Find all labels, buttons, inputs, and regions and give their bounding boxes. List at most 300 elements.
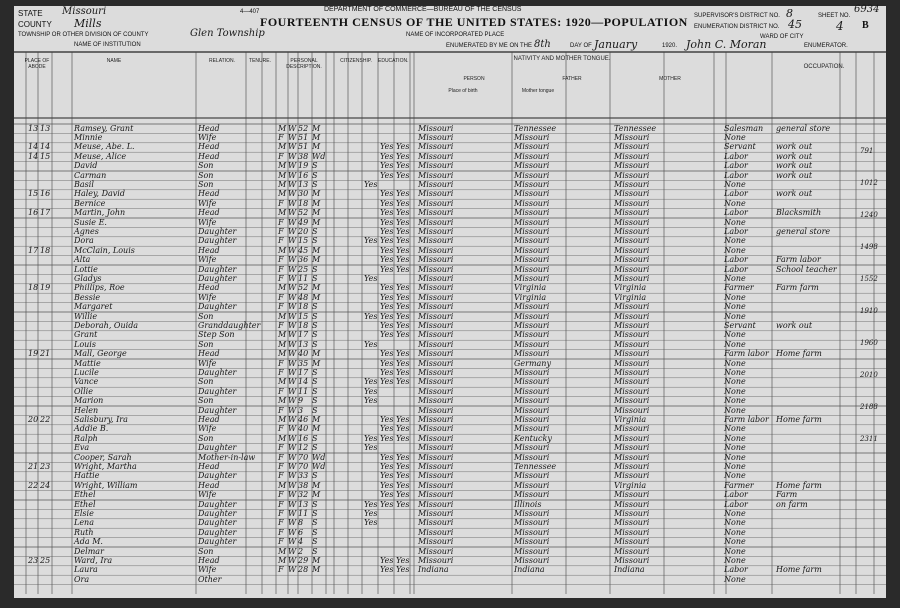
cell-age: 29 [298, 555, 309, 565]
cell-dwell: 14 [28, 151, 39, 161]
cell-name: Wright, Martha [74, 461, 137, 471]
cell-dwell: 14 [28, 142, 39, 152]
cell-name: Dora [74, 236, 94, 246]
cell-rel: Son [198, 433, 214, 443]
cell-occ: None [724, 574, 746, 584]
cell-age: 48 [298, 292, 309, 302]
cell-write: Yes [396, 358, 410, 368]
cell-birth: Missouri [418, 555, 454, 565]
cell-fam: 24 [40, 480, 51, 490]
cell-rel: Step Son [198, 330, 235, 340]
section-education: EDUCATION. [378, 58, 409, 64]
cell-race: W [288, 161, 297, 171]
cell-ms: S [312, 161, 318, 171]
cell-occ: None [724, 367, 746, 377]
cell-name: Susie E. [74, 217, 107, 227]
cell-birth: Missouri [418, 236, 454, 246]
cell-ms: S [312, 527, 318, 537]
cell-age: 19 [298, 161, 309, 171]
cell-birth: Missouri [418, 198, 454, 208]
cell-write: Yes [396, 480, 410, 490]
cell-name: Ruth [74, 527, 94, 537]
cell-rel: Daughter [198, 508, 237, 518]
cell-write: Yes [396, 490, 410, 500]
cell-race: W [288, 283, 297, 293]
cell-ind: work out [776, 170, 813, 180]
cell-name: Grant [74, 330, 98, 340]
cell-write: Yes [396, 236, 410, 246]
cell-birth: Missouri [418, 292, 454, 302]
cell-fam: 13 [40, 123, 51, 133]
cell-sex: F [278, 471, 284, 481]
cell-occ: None [724, 537, 746, 547]
cell-read: Yes [380, 264, 394, 274]
cell-fbirth: Missouri [514, 217, 550, 227]
cell-rel: Daughter [198, 367, 237, 377]
form-code: 4—407 [240, 9, 260, 15]
cell-name: Mattie [74, 358, 101, 368]
cell-birth: Missouri [418, 217, 454, 227]
cell-birth: Missouri [418, 433, 454, 443]
cell-sex: F [278, 226, 284, 236]
cell-occ: None [724, 527, 746, 537]
cell-sex: M [278, 283, 287, 293]
cell-occ: None [724, 508, 746, 518]
cell-sex: F [278, 499, 284, 509]
cell-ms: S [312, 499, 318, 509]
cell-age: 16 [298, 170, 309, 180]
cell-occ: None [724, 555, 746, 565]
year-label: 1920. [662, 43, 678, 49]
cell-race: W [288, 236, 297, 246]
cell-fbirth: Illinois [514, 499, 542, 509]
cell-ind: Home farm [776, 349, 822, 359]
cell-name: Alta [74, 255, 91, 265]
cell-fbirth: Missouri [514, 311, 550, 321]
cell-age: 38 [298, 480, 309, 490]
cell-race: W [288, 546, 297, 556]
cell-name: Ora [74, 574, 90, 584]
cell-write: Yes [396, 189, 410, 199]
cell-mbirth: Missouri [614, 518, 650, 528]
cell-ind: work out [776, 151, 813, 161]
cell-age: 20 [298, 226, 309, 236]
cell-age: 11 [298, 273, 309, 283]
cell-ms: S [312, 508, 318, 518]
cell-occ: None [724, 358, 746, 368]
cell-name: Ward, Ira [74, 555, 113, 565]
cell-race: W [288, 273, 297, 283]
cell-dwell: 23 [28, 555, 39, 565]
cell-occ: None [724, 518, 746, 528]
cell-fbirth: Missouri [514, 537, 550, 547]
cell-fbirth: Missouri [514, 367, 550, 377]
cell-sex: F [278, 292, 284, 302]
cell-birth: Missouri [418, 424, 454, 434]
cell-mbirth: Missouri [614, 349, 650, 359]
cell-occ: None [724, 339, 746, 349]
cell-ms: S [312, 311, 318, 321]
cell-rel: Head [198, 414, 220, 424]
cell-dwell: 18 [28, 283, 39, 293]
cell-race: W [288, 132, 297, 142]
cell-occ: Labor [724, 208, 748, 218]
cell-write: Yes [396, 283, 410, 293]
cell-name: Marion [74, 396, 104, 406]
cell-ms: Wd [312, 452, 326, 462]
cell-age: 70 [298, 452, 309, 462]
cell-school: Yes [364, 311, 378, 321]
cell-birth: Missouri [418, 189, 454, 199]
cell-rel: Head [198, 123, 220, 133]
cell-write: Yes [396, 245, 410, 255]
cell-mbirth: Missouri [614, 396, 650, 406]
cell-fbirth: Missouri [514, 518, 550, 528]
cell-ind: Blacksmith [776, 208, 822, 218]
cell-race: W [288, 123, 297, 133]
cell-fbirth: Missouri [514, 377, 550, 387]
cell-fbirth: Tennessee [514, 461, 557, 471]
cell-ind: work out [776, 142, 813, 152]
cell-race: W [288, 320, 297, 330]
cell-birth: Missouri [418, 161, 454, 171]
section-nativity: NATIVITY AND MOTHER TONGUE. [513, 56, 611, 62]
cell-sex: F [278, 452, 284, 462]
cell-birth: Missouri [418, 405, 454, 415]
cell-birth: Missouri [418, 490, 454, 500]
cell-birth: Missouri [418, 255, 454, 265]
cell-rel: Head [198, 461, 220, 471]
cell-birth: Missouri [418, 123, 454, 133]
cell-rel: Daughter [198, 527, 237, 537]
cell-rel: Wife [198, 292, 217, 302]
cell-dwell: 22 [28, 480, 39, 490]
cell-ms: M [312, 189, 321, 199]
cell-mbirth: Missouri [614, 471, 650, 481]
cell-race: W [288, 518, 297, 528]
cell-write: Yes [396, 461, 410, 471]
cell-birth: Missouri [418, 443, 454, 453]
cell-age: 49 [298, 217, 309, 227]
cell-write: Yes [396, 320, 410, 330]
cell-sex: F [278, 490, 284, 500]
cell-mbirth: Missouri [614, 217, 650, 227]
cell-read: Yes [380, 433, 394, 443]
cell-sex: F [278, 151, 284, 161]
cell-read: Yes [380, 555, 394, 565]
cell-race: W [288, 255, 297, 265]
cell-fbirth: Missouri [514, 236, 550, 246]
cell-fbirth: Missouri [514, 132, 550, 142]
cell-fbirth: Missouri [514, 302, 550, 312]
cell-occ: Labor [724, 264, 748, 274]
cell-name: Vance [74, 377, 99, 387]
cell-name: Martin, John [74, 208, 126, 218]
pob-person: Place of birth [448, 88, 478, 94]
cell-name: Bernice [74, 198, 106, 208]
cell-name: Cooper, Sarah [74, 452, 132, 462]
section-personal: PERSONAL DESCRIPTION. [286, 58, 322, 70]
cell-occ: Labor [724, 565, 748, 575]
cell-mbirth: Missouri [614, 367, 650, 377]
cell-occ: Farmer [724, 283, 754, 293]
cell-birth: Missouri [418, 320, 454, 330]
cell-age: 46 [298, 414, 309, 424]
cell-name: Lottie [74, 264, 98, 274]
cell-age: 17 [298, 330, 309, 340]
cell-ms: S [312, 264, 318, 274]
cell-school: Yes [364, 508, 378, 518]
cell-dwell: 13 [28, 123, 39, 133]
cell-write: Yes [396, 565, 410, 575]
cell-ms: M [312, 255, 321, 265]
cell-name: Gladys [74, 273, 102, 283]
cell-ms: M [312, 490, 321, 500]
cell-race: W [288, 339, 297, 349]
cell-age: 16 [298, 433, 309, 443]
census-sheet [14, 6, 886, 598]
cell-rel: Head [198, 208, 220, 218]
cell-name: Phillips, Roe [74, 283, 125, 293]
cell-read: Yes [380, 198, 394, 208]
cell-mbirth: Missouri [614, 339, 650, 349]
cell-ind: general store [776, 226, 831, 236]
cell-write: Yes [396, 161, 410, 171]
cell-fbirth: Missouri [514, 273, 550, 283]
cell-rel: Son [198, 311, 214, 321]
cell-race: W [288, 508, 297, 518]
cell-fbirth: Missouri [514, 330, 550, 340]
margin-number: 2188 [860, 403, 878, 411]
cell-fbirth: Missouri [514, 170, 550, 180]
cell-write: Yes [396, 208, 410, 218]
cell-birth: Missouri [418, 414, 454, 424]
cell-occ: None [724, 273, 746, 283]
cell-fbirth: Missouri [514, 198, 550, 208]
cell-school: Yes [364, 339, 378, 349]
cell-name: Deborah, Ouida [74, 320, 139, 330]
cell-name: David [74, 161, 98, 171]
cell-occ: None [724, 386, 746, 396]
cell-write: Yes [396, 198, 410, 208]
cell-birth: Missouri [418, 480, 454, 490]
cell-name: Helen [74, 405, 99, 415]
cell-birth: Indiana [418, 565, 449, 575]
cell-birth: Missouri [418, 311, 454, 321]
cell-age: 11 [298, 508, 309, 518]
cell-race: W [288, 386, 297, 396]
cell-age: 4 [298, 537, 304, 547]
enumerator-value: John C. Moran [686, 38, 767, 51]
cell-age: 3 [298, 405, 304, 415]
cell-occ: None [724, 546, 746, 556]
cell-fbirth: Germany [514, 358, 551, 368]
cell-sex: F [278, 320, 284, 330]
enumerated-day: 8th [534, 39, 551, 50]
cell-birth: Missouri [418, 546, 454, 556]
ed-label: ENUMERATION DISTRICT NO. [694, 24, 780, 30]
cell-ms: M [312, 565, 321, 575]
cell-age: 18 [298, 302, 309, 312]
cell-race: W [288, 555, 297, 565]
cell-occ: Servant [724, 320, 756, 330]
cell-school: Yes [364, 443, 378, 453]
sub-person: PERSON [463, 76, 485, 82]
cell-mbirth: Missouri [614, 245, 650, 255]
cell-fbirth: Missouri [514, 414, 550, 424]
cell-ind: work out [776, 189, 813, 199]
cell-race: W [288, 565, 297, 575]
cell-occ: None [724, 132, 746, 142]
cell-occ: None [724, 443, 746, 453]
cell-name: Agnes [74, 226, 99, 236]
cell-birth: Missouri [418, 471, 454, 481]
cell-sex: F [278, 537, 284, 547]
cell-fbirth: Virginia [514, 283, 547, 293]
cell-occ: None [724, 217, 746, 227]
cell-name: Mall, George [74, 349, 127, 359]
cell-sex: M [278, 546, 287, 556]
cell-sex: F [278, 386, 284, 396]
cell-mbirth: Missouri [614, 461, 650, 471]
cell-read: Yes [380, 189, 394, 199]
state-value: Missouri [62, 6, 107, 17]
cell-race: W [288, 330, 297, 340]
cell-sex: F [278, 264, 284, 274]
month-value: January [594, 38, 638, 51]
cell-mbirth: Virginia [614, 283, 647, 293]
cell-occ: Farmer [724, 480, 754, 490]
cell-fbirth: Missouri [514, 161, 550, 171]
cell-mbirth: Missouri [614, 226, 650, 236]
township-label: TOWNSHIP OR OTHER DIVISION OF COUNTY [18, 32, 149, 38]
cell-fbirth: Missouri [514, 386, 550, 396]
cell-age: 51 [298, 142, 309, 152]
cell-occ: Farm labor [724, 414, 769, 424]
cell-fbirth: Indiana [514, 565, 545, 575]
stamp-number: 6934 [854, 4, 880, 15]
cell-sex: F [278, 424, 284, 434]
cell-ms: S [312, 377, 318, 387]
cell-race: W [288, 433, 297, 443]
cell-dwell: 17 [28, 245, 39, 255]
cell-name: Carman [74, 170, 107, 180]
cell-age: 40 [298, 424, 309, 434]
sheet-value: 4 [836, 19, 844, 33]
cell-age: 12 [298, 443, 309, 453]
cell-fbirth: Missouri [514, 320, 550, 330]
cell-occ: None [724, 245, 746, 255]
cell-mbirth: Virginia [614, 292, 647, 302]
cell-ms: M [312, 349, 321, 359]
cell-dwell: 16 [28, 208, 39, 218]
cell-age: 14 [298, 377, 309, 387]
cell-ind: Home farm [776, 480, 822, 490]
cell-rel: Head [198, 480, 220, 490]
cell-name: Ralph [74, 433, 98, 443]
cell-race: W [288, 311, 297, 321]
cell-name: Salisbury, Ira [74, 414, 128, 424]
cell-name: Meuse, Alice [74, 151, 127, 161]
cell-birth: Missouri [418, 170, 454, 180]
cell-age: 32 [298, 490, 309, 500]
cell-age: 51 [298, 132, 309, 142]
cell-mbirth: Missouri [614, 537, 650, 547]
cell-occ: None [724, 471, 746, 481]
place-label: NAME OF INCORPORATED PLACE [406, 32, 505, 38]
cell-dwell: 19 [28, 349, 39, 359]
section-relation: RELATION. [208, 58, 236, 64]
cell-fam: 22 [40, 414, 51, 424]
cell-race: W [288, 179, 297, 189]
cell-fam: 21 [40, 349, 51, 359]
cell-sex: F [278, 132, 284, 142]
cell-rel: Daughter [198, 273, 237, 283]
cell-ms: S [312, 367, 318, 377]
cell-ms: M [312, 358, 321, 368]
cell-ms: S [312, 170, 318, 180]
cell-sex: M [278, 311, 287, 321]
cell-age: 25 [298, 264, 309, 274]
cell-mbirth: Missouri [614, 508, 650, 518]
cell-write: Yes [396, 264, 410, 274]
supervisor-value: 8 [786, 7, 793, 20]
cell-ind: Home farm [776, 414, 822, 424]
cell-rel: Wife [198, 424, 217, 434]
cell-race: W [288, 226, 297, 236]
cell-write: Yes [396, 414, 410, 424]
cell-ind: School teacher [776, 264, 837, 274]
margin-number: 1960 [860, 339, 878, 347]
cell-race: W [288, 405, 297, 415]
margin-number: 791 [860, 147, 874, 155]
cell-ms: S [312, 273, 318, 283]
cell-occ: None [724, 179, 746, 189]
cell-race: W [288, 142, 297, 152]
cell-name: Wright, William [74, 480, 138, 490]
cell-occ: Salesman [724, 123, 764, 133]
margin-number: 1552 [860, 275, 878, 283]
cell-race: W [288, 349, 297, 359]
cell-occ: None [724, 302, 746, 312]
cell-mbirth: Missouri [614, 386, 650, 396]
cell-school: Yes [364, 499, 378, 509]
cell-read: Yes [380, 565, 394, 575]
cell-rel: Daughter [198, 405, 237, 415]
cell-name: Louis [74, 339, 96, 349]
cell-fbirth: Missouri [514, 490, 550, 500]
section-tenure: TENURE. [249, 58, 271, 64]
cell-read: Yes [380, 367, 394, 377]
cell-read: Yes [380, 226, 394, 236]
cell-read: Yes [380, 461, 394, 471]
cell-rel: Daughter [198, 302, 237, 312]
cell-age: 13 [298, 339, 309, 349]
cell-mbirth: Virginia [614, 480, 647, 490]
cell-birth: Missouri [418, 349, 454, 359]
cell-ms: Wd [312, 151, 326, 161]
cell-dwell: 21 [28, 461, 39, 471]
cell-write: Yes [396, 170, 410, 180]
cell-ms: M [312, 123, 321, 133]
cell-fbirth: Missouri [514, 555, 550, 565]
cell-rel: Daughter [198, 537, 237, 547]
cell-age: 38 [298, 151, 309, 161]
cell-school: Yes [364, 386, 378, 396]
cell-ms: S [312, 226, 318, 236]
cell-school: Yes [364, 377, 378, 387]
cell-school: Yes [364, 396, 378, 406]
